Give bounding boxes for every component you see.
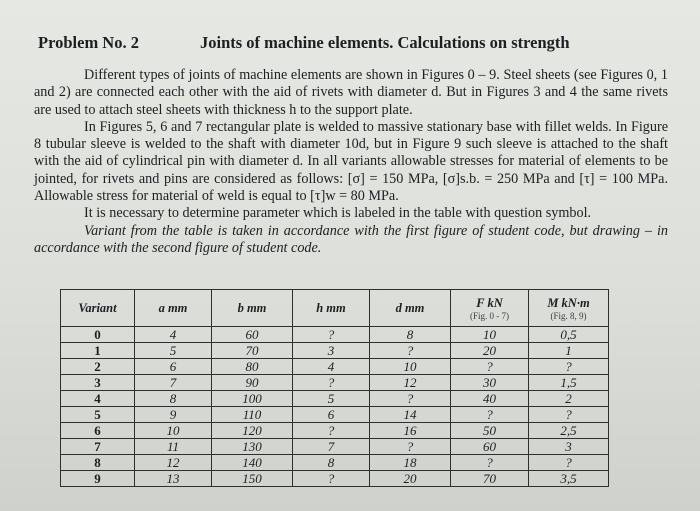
paragraph: Different types of joints of machine elements are shown in Figures 0 – 9. Steel sheets (see Figures 0, 1 and 2) are connected each other with the aid of rivets with diameter d. But in Figures 3 and 4 the same rivets are used to attach steel sheets with thickness h to the support plate. <box>34 67 668 118</box>
table-cell: ? <box>529 407 609 423</box>
column-header <box>135 290 212 327</box>
table-cell: 9 <box>61 471 135 487</box>
table-cell: 7 <box>293 439 370 455</box>
table-cell: 8 <box>293 455 370 471</box>
table-cell: 110 <box>212 407 293 423</box>
column-label: d mm <box>395 300 425 315</box>
table-cell: 2,5 <box>529 423 609 439</box>
column-label: h mm <box>316 300 346 315</box>
table-cell: 4 <box>135 327 212 343</box>
table-cell: 70 <box>451 471 529 487</box>
table-cell: ? <box>529 455 609 471</box>
table-cell: 9 <box>135 407 212 423</box>
table-cell: 10 <box>370 359 451 375</box>
table-cell: ? <box>370 439 451 455</box>
column-header <box>293 290 370 327</box>
table-cell: 60 <box>451 439 529 455</box>
table-cell: 14 <box>370 407 451 423</box>
table-cell: ? <box>293 327 370 343</box>
table-cell: ? <box>293 471 370 487</box>
column-header <box>451 290 529 327</box>
table-cell: 10 <box>451 327 529 343</box>
problem-text <box>34 67 668 257</box>
table-cell: 0,5 <box>529 327 609 343</box>
table-cell: 40 <box>451 391 529 407</box>
table-row <box>61 455 609 471</box>
table-cell: ? <box>293 423 370 439</box>
table-cell: 3 <box>293 343 370 359</box>
table-row <box>61 439 609 455</box>
table-cell: 7 <box>61 439 135 455</box>
column-sublabel: (Fig. 8, 9) <box>550 310 587 321</box>
table-cell: 5 <box>135 343 212 359</box>
table-cell: 3,5 <box>529 471 609 487</box>
table-cell: 3 <box>61 375 135 391</box>
table-cell: 12 <box>370 375 451 391</box>
table-cell: 20 <box>370 471 451 487</box>
table-cell: 8 <box>135 391 212 407</box>
table-cell: 16 <box>370 423 451 439</box>
table-cell: 4 <box>61 391 135 407</box>
problem-number: Problem No. 2 <box>38 33 139 52</box>
table-row <box>61 343 609 359</box>
table-cell: 2 <box>61 359 135 375</box>
table-row <box>61 327 609 343</box>
table-row <box>61 407 609 423</box>
paragraph: It is necessary to determine parameter which is labeled in the table with question symbol. <box>84 205 592 222</box>
table-cell: 130 <box>212 439 293 455</box>
table-cell: 13 <box>135 471 212 487</box>
table-cell: 50 <box>451 423 529 439</box>
table-cell: 3 <box>529 439 609 455</box>
table-row <box>61 375 609 391</box>
column-header <box>61 290 135 327</box>
table-cell: 8 <box>61 455 135 471</box>
table-cell: ? <box>451 407 529 423</box>
table-cell: 12 <box>135 455 212 471</box>
column-label: a mm <box>158 300 188 315</box>
table-cell: 6 <box>293 407 370 423</box>
table-cell: 80 <box>212 359 293 375</box>
table-cell: 120 <box>212 423 293 439</box>
table-cell: 150 <box>212 471 293 487</box>
table-cell: 5 <box>293 391 370 407</box>
table-cell: 30 <box>451 375 529 391</box>
paragraph: In Figures 5, 6 and 7 rectangular plate is welded to massive stationary base with fillet welds. In Figure 8 tubular sleeve is welded to the shaft with diameter 10d, but in Figure 9 such sleeve is attached to the shaft with the aid of cylindrical pin with diameter d. In all variants allowable stresses for material of elements to be jointed, for rivets and pins are considered as follows: [σ] = 150 MPa, [σ]s.b. = 250 MPa and [τ] = 100 MPa. Allowable stress for material of weld is equal to [τ]w = 80 MPa. <box>34 118 668 205</box>
table-row <box>61 391 609 407</box>
column-header <box>529 290 609 327</box>
column-label: b mm <box>237 300 267 315</box>
table-cell: 2 <box>529 391 609 407</box>
column-sublabel: (Fig. 0 - 7) <box>470 310 509 321</box>
table-cell: 1 <box>61 343 135 359</box>
problem-title: Joints of machine elements. Calculations on strength <box>200 33 570 52</box>
table-cell: 1,5 <box>529 375 609 391</box>
table-cell: 5 <box>61 407 135 423</box>
table-cell: 7 <box>135 375 212 391</box>
paragraph: Variant from the table is taken in accordance with the first figure of student code, but drawing – in accordance with the second figure of student code. <box>34 222 668 256</box>
table-cell: 11 <box>135 439 212 455</box>
table-cell: 6 <box>135 359 212 375</box>
table-cell: 100 <box>212 391 293 407</box>
table-row <box>61 471 609 487</box>
table-row <box>61 423 609 439</box>
variants-table <box>60 289 609 487</box>
table-header-row <box>61 290 609 327</box>
column-label: Variant <box>78 300 117 315</box>
table-cell: 70 <box>212 343 293 359</box>
table-cell: 18 <box>370 455 451 471</box>
table-cell: 10 <box>135 423 212 439</box>
table-row <box>61 359 609 375</box>
table-cell: 4 <box>293 359 370 375</box>
column-header <box>370 290 451 327</box>
table-cell: 0 <box>61 327 135 343</box>
table-cell: 8 <box>370 327 451 343</box>
table-cell: ? <box>370 391 451 407</box>
table-cell: ? <box>370 343 451 359</box>
table-cell: ? <box>451 455 529 471</box>
table-cell: 1 <box>529 343 609 359</box>
column-label: F kN <box>476 295 503 310</box>
table-cell: 60 <box>212 327 293 343</box>
table-cell: 6 <box>61 423 135 439</box>
column-header <box>212 290 293 327</box>
table-cell: 90 <box>212 375 293 391</box>
table-cell: 20 <box>451 343 529 359</box>
table-cell: ? <box>293 375 370 391</box>
table-cell: 140 <box>212 455 293 471</box>
table-cell: ? <box>529 359 609 375</box>
column-label: M kN·m <box>547 295 590 310</box>
table-cell: ? <box>451 359 529 375</box>
